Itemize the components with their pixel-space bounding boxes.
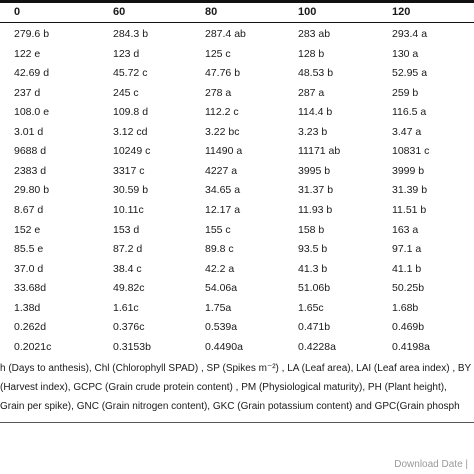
table-cell: 3.12 cd — [113, 125, 148, 138]
table-row — [0, 65, 474, 84]
table-cell: 11171 ab — [298, 145, 341, 158]
table-cell: 89.8 c — [205, 243, 234, 256]
table-cell: 37.0 d — [14, 262, 44, 275]
table-cell: 4227 a — [205, 164, 238, 177]
table-cell: 31.39 b — [392, 184, 428, 197]
table-cell: 125 c — [205, 47, 231, 60]
table-cell: 3.22 bc — [205, 125, 240, 138]
table-cell: 3.23 b — [298, 125, 328, 138]
table-bottom-rule — [0, 422, 474, 423]
table-cell: 158 b — [298, 223, 325, 236]
download-date-watermark: Download Date | — [394, 459, 468, 470]
footnote-line-2: (Harvest index), GCPC (Grain crude protein content) , PM (Physiological maturity), PH (Plant height), — [0, 382, 447, 393]
table-row — [0, 202, 474, 221]
table-cell: 0.471b — [298, 321, 331, 334]
table-cell: 2383 d — [14, 164, 47, 177]
table-cell: 279.6 b — [14, 28, 50, 40]
table-cell: 8.67 d — [14, 203, 44, 216]
table-cell: 42.2 a — [205, 262, 235, 275]
table-cell: 153 d — [113, 223, 140, 236]
table-cell: 0.539a — [205, 321, 238, 334]
table-row — [0, 182, 474, 201]
table-cell: 3999 b — [392, 164, 425, 177]
header-cell-80: 80 — [205, 6, 218, 18]
table-cell: 278 a — [205, 86, 232, 99]
table-row — [0, 104, 474, 123]
table-cell: 112.2 c — [205, 106, 239, 119]
table-cell: 0.262d — [14, 321, 47, 334]
table-cell: 54.06a — [205, 282, 238, 295]
table-cell: 10249 c — [113, 145, 151, 158]
table-cell: 9688 d — [14, 145, 47, 158]
table-cell: 52.95 a — [392, 67, 428, 80]
table-cell: 3317 c — [113, 164, 145, 177]
table-cell: 50.25b — [392, 282, 425, 295]
table-cell: 1.65c — [298, 301, 324, 314]
table-cell: 47.76 b — [205, 67, 241, 80]
table-header-row — [0, 4, 474, 22]
table-cell: 245 c — [113, 86, 139, 99]
table-cell: 259 b — [392, 86, 419, 99]
table-cell: 11.93 b — [298, 203, 333, 216]
table-cell: 237 d — [14, 86, 41, 99]
table-cell: 3995 b — [298, 164, 331, 177]
table-row — [0, 241, 474, 260]
table-cell: 85.5 e — [14, 243, 44, 256]
table-cell: 108.0 e — [14, 106, 50, 119]
table-cell: 10.11c — [113, 203, 144, 216]
footnote-line-1: h (Days to anthesis), Chl (Chlorophyll SPAD) , SP (Spikes m⁻²) , LA (Leaf area), LAI (Leaf area index) , BY — [0, 363, 472, 374]
header-cell-100: 100 — [298, 6, 317, 18]
table-cell: 41.1 b — [392, 262, 422, 275]
table-cell: 0.3153b — [113, 340, 151, 353]
table-cell: 287 a — [298, 86, 325, 99]
table-cell: 0.4228a — [298, 340, 336, 353]
table-cell: 0.4198a — [392, 340, 430, 353]
table-cell: 0.2021c — [14, 340, 52, 353]
table-cell: 0.376c — [113, 321, 145, 334]
table-cell: 1.61c — [113, 301, 139, 314]
table-cell: 51.06b — [298, 282, 331, 295]
table-cell: 93.5 b — [298, 243, 328, 256]
table-cell: 12.17 a — [205, 203, 241, 216]
table-cell: 31.37 b — [298, 184, 334, 197]
table-cell: 1.38d — [14, 301, 41, 314]
table-cell: 122 e — [14, 47, 41, 60]
table-row — [0, 26, 474, 45]
footnote-line-3: Grain per spike), GNC (Grain nitrogen content), GKC (Grain potassium content) and GPC(Grain phosph — [0, 401, 460, 412]
table-cell: 114.4 b — [298, 106, 333, 119]
table-cell: 33.68d — [14, 282, 47, 295]
table-cell: 11490 a — [205, 145, 243, 158]
table-cell: 128 b — [298, 47, 325, 60]
table-cell: 41.3 b — [298, 262, 328, 275]
table-cell: 30.59 b — [113, 184, 149, 197]
table-cell: 97.1 a — [392, 243, 422, 256]
table-row — [0, 339, 474, 358]
table-cell: 155 c — [205, 223, 231, 236]
table-cell: 11.51 b — [392, 203, 427, 216]
table-cell: 283 ab — [298, 28, 331, 40]
header-rule — [0, 22, 474, 23]
table-cell: 130 a — [392, 47, 419, 60]
table-row — [0, 300, 474, 319]
table-cell: 87.2 d — [113, 243, 143, 256]
table-cell: 0.4490a — [205, 340, 243, 353]
table-cell: 38.4 c — [113, 262, 142, 275]
table-cell: 45.72 c — [113, 67, 148, 80]
table-row — [0, 163, 474, 182]
table-row — [0, 222, 474, 241]
table-row — [0, 85, 474, 104]
table-cell: 284.3 b — [113, 28, 149, 40]
table-cell: 29.80 b — [14, 184, 50, 197]
header-cell-60: 60 — [113, 6, 126, 18]
table-cell: 293.4 a — [392, 28, 428, 40]
table-cell: 0.469b — [392, 321, 425, 334]
table-cell: 163 a — [392, 223, 419, 236]
table-cell: 287.4 ab — [205, 28, 246, 40]
table-cell: 116.5 a — [392, 106, 427, 119]
table-row — [0, 143, 474, 162]
header-cell-0: 0 — [14, 6, 21, 18]
table-cell: 1.75a — [205, 301, 232, 314]
table-cell: 10831 c — [392, 145, 430, 158]
table-cell: 1.68b — [392, 301, 419, 314]
table-cell: 109.8 d — [113, 106, 149, 119]
table-row — [0, 280, 474, 299]
header-cell-120: 120 — [392, 6, 411, 18]
table-cell: 123 d — [113, 47, 140, 60]
table-top-rule — [0, 0, 474, 3]
table-cell: 3.47 a — [392, 125, 422, 138]
table-cell: 34.65 a — [205, 184, 241, 197]
table-row — [0, 124, 474, 143]
table-row — [0, 261, 474, 280]
table-cell: 42.69 d — [14, 67, 50, 80]
table-cell: 152 e — [14, 223, 41, 236]
table-cell: 49.82c — [113, 282, 145, 295]
table-row — [0, 46, 474, 65]
table-cell: 3.01 d — [14, 125, 44, 138]
table-cell: 48.53 b — [298, 67, 334, 80]
table-row — [0, 319, 474, 338]
